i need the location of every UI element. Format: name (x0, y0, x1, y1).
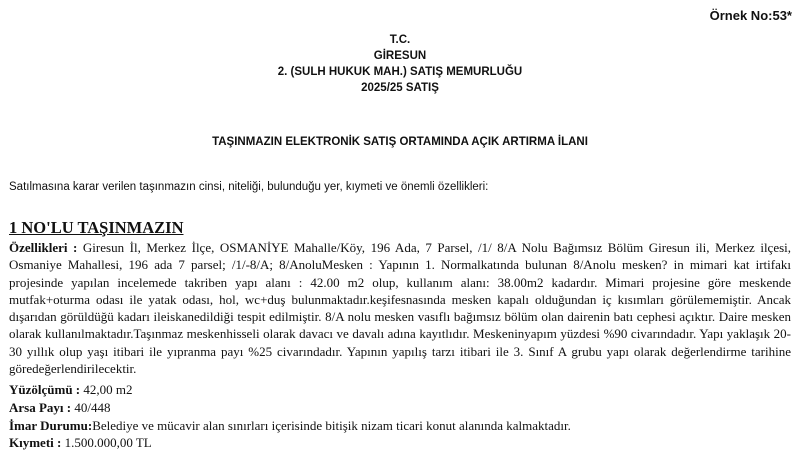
zoning-label: İmar Durumu: (9, 418, 93, 433)
area-value: 42,00 m2 (83, 382, 133, 397)
area-label: Yüzölçümü : (9, 382, 81, 397)
value-label: Kıymeti : (9, 435, 62, 450)
property-title: 1 NO'LU TAŞINMAZIN (9, 218, 184, 237)
header-line-file: 2025/25 SATIŞ (361, 82, 439, 94)
header-line-city: GİRESUN (373, 50, 427, 62)
zoning-value: Belediye ve mücavir alan sınırları içerisinde bitişik nizam ticari konut alanında kalmaktadır. (92, 418, 571, 433)
header-line-office: 2. (SULH HUKUK MAH.) SATIŞ MEMURLUĞU (277, 66, 523, 78)
value-row (9, 435, 152, 451)
features-label: Özellikleri : (9, 240, 78, 255)
value-amount: 1.500.000,00 TL (64, 435, 152, 450)
land-share-value: 40/448 (74, 400, 111, 415)
zoning-row (9, 418, 571, 434)
features-text: Giresun İl, Merkez İlçe, OSMANİYE Mahalle/Köy, 196 Ada, 7 Parsel, /1/ 8/A Nolu Bağımsız Bölüm Giresun ili, Merkez ilçesi, Osmaniye Mahallesi, 196 ada 7 parsel; /1/-8/A; 8/AnoluMesken : Yapının 1. Normalkatında bulunan 8/Anolu mesken? in mimari kat irtifakı projesinde yapılan incelemede takriben yapı alanı : 42.00 m2 olup, kullanım alanı: 38.00m2 kadardır. Mimari projesine göre meskende mutfak+oturma odası ile yatak odası, hol, wc+duş bulunmaktadır.keşifesnasında mesken kapalı olduğundan iç kısımları görülememiştir. Ancak dışarıdan görüldüğü kadarı ileiskanedildiği tespit edilmiştir. 8/A nolu mesken vasıflı bağımsız bölüm olan dairenin batı cephesi açıktır. Daire mesken olarak kullanılmaktadır.Taşınmaz meskenhisseli olarak davacı ve davalı adına kayıtlıdır. Meskeninyapım yüzdesi %90 civarındadır. Yapı yaklaşık 20-30 yıllık olup yaşı itibari ile yıpranma payı %25 civarındadır. Yapının yapılış tarzı itibari ile 3. Sınıf A grubu yapı olarak değerlendirme tarihine göredeğerlendirilecektir. (9, 240, 792, 377)
property-features (9, 239, 791, 377)
land-share-row (9, 400, 110, 416)
office-header (0, 32, 800, 96)
announcement-title: TAŞINMAZIN ELEKTRONİK SATIŞ ORTAMINDA AÇIK ARTIRMA İLANI (212, 136, 588, 148)
area-row (9, 382, 133, 398)
intro-text: Satılmasına karar verilen taşınmazın cinsi, niteliği, bulunduğu yer, kıymeti ve önemli özellikleri: (9, 181, 489, 193)
sample-number: Örnek No:53* (709, 8, 792, 23)
header-line-tc: T.C. (389, 34, 411, 46)
land-share-label: Arsa Payı : (9, 400, 72, 415)
